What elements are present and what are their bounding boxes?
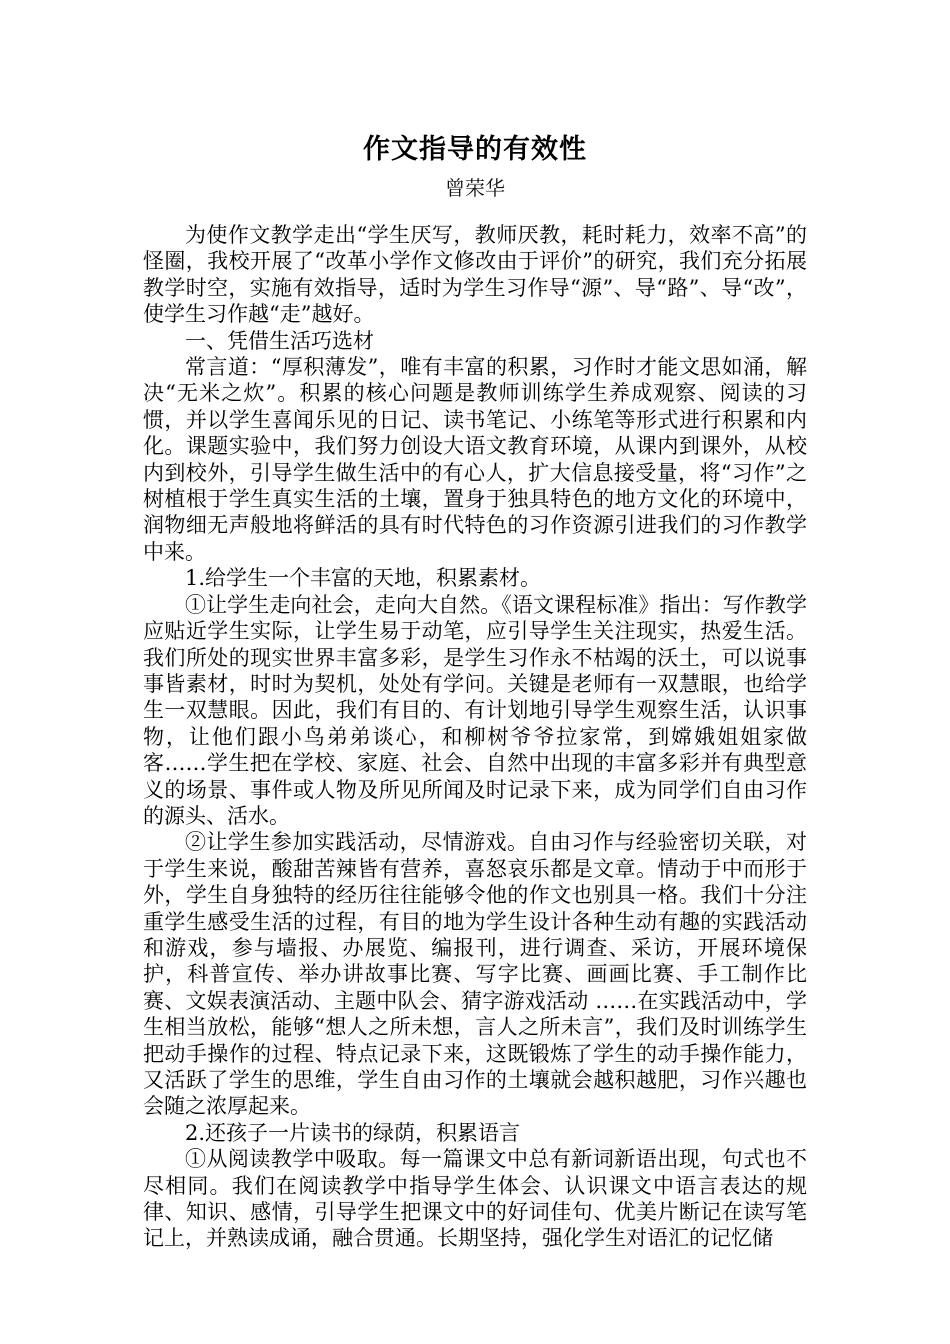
document-body <box>143 222 807 1252</box>
body-paragraph: 常言道：“厚积薄发”，唯有丰富的积累，习作时才能文思如涌，解决“无米之炊”。积累的核心问题是教师训练学生养成观察、阅读的习惯，并以学生喜闻乐见的日记、读书笔记、小练笔等形式进行积累和内化。课题实验中，我们努力创设大语文教育环境，从课内到课外，从校内到校外，引导学生做生活中的有心人，扩大信息接受量，将“习作”之树植根于学生真实生活的土壤，置身于独具特色的地方文化的环境中，润物细无声般地将鲜活的具有时代特色的习作资源引进我们的习作教学中来。 <box>143 355 807 564</box>
section-heading-1: 一、凭借生活巧选材 <box>185 328 374 353</box>
subsection-heading-1: 1.给学生一个丰富的天地，积累素材。 <box>185 566 542 591</box>
subsection-heading-2: 2.还孩子一片读书的绿荫，积累语言 <box>185 1120 521 1145</box>
document-author: 曾荣华 <box>445 176 505 200</box>
body-paragraph: ②让学生参加实践活动，尽情游戏。自由习作与经验密切关联，对于学生来说，酸甜苦辣皆有营养，喜怒哀乐都是文章。情动于中而形于外，学生自身独特的经历往往能够令他的作文也别具一格。我们十分注重学生感受生活的过程，有目的地为学生设计各种生动有趣的实践活动和游戏，参与墙报、办展览、编报刊，进行调查、采访，开展环境保护，科普宣传、举办讲故事比赛、写字比赛、画画比赛、手工制作比赛、文娱表演活动、主题中队会、猜字游戏活动 ……在实践活动中，学生相当放松，能够“想人之所未想，言人之所未言”，我们及时训练学生把动手操作的过程、特点记录下来，这既锻炼了学生的动手操作能力，又活跃了学生的思维，学生自由习作的土壤就会越积越肥，习作兴趣也会随之浓厚起来。 <box>143 830 807 1119</box>
document-title: 作文指导的有效性 <box>363 134 587 165</box>
body-paragraph: ①让学生走向社会，走向大自然。《语文课程标准》指出：写作教学应贴近学生实际，让学生易于动笔，应引导学生关注现实，热爱生活。我们所处的现实世界丰富多彩，是学生习作永不枯竭的沃土，可以说事事皆素材，时时为契机，处处有学问。关键是老师有一双慧眼，也给学生一双慧眼。因此，我们有目的、有计划地引导学生观察生活，认识事物，让他们跟小鸟弟弟谈心，和柳树爷爷拉家常，到嫦娥姐姐家做客……学生把在学校、家庭、社会、自然中出现的丰富多彩并有典型意义的场景、事件或人物及所见所闻及时记录下来，成为同学们自由习作的源头、活水。 <box>143 592 807 828</box>
body-paragraph: ①从阅读教学中吸取。每一篇课文中总有新词新语出现，句式也不尽相同。我们在阅读教学中指导学生体会、认识课文中语言表达的规律、知识、感情，引导学生把课文中的好词佳句、优美片断记在读写笔记上，并熟读成诵，融合贯通。长期坚持，强化学生对语汇的记忆储 <box>143 1147 807 1251</box>
intro-paragraph: 为使作文教学走出“学生厌写，教师厌教，耗时耗力，效率不高”的怪圈，我校开展了“改革小学作文修改由于评价”的研究，我们充分拓展教学时空，实施有效指导，适时为学生习作导“源”、导“路”、导“改”，使学生习作越“走”越好。 <box>143 223 807 327</box>
